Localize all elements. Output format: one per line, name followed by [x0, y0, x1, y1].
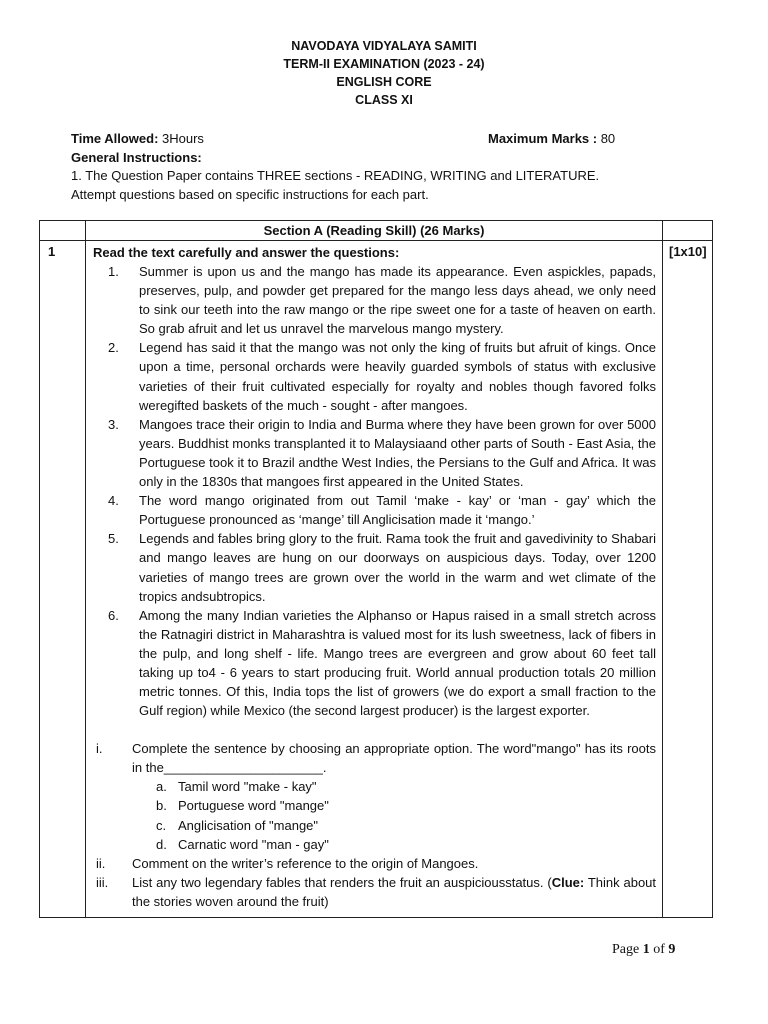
instruction-2: Attempt questions based on specific instructions for each part.: [71, 187, 429, 202]
sub-question: ii. Comment on the writer’s reference to the origin of Mangoes.: [96, 856, 479, 872]
time-label: Time Allowed:: [71, 131, 159, 146]
question-heading: Read the text carefully and answer the questions:: [93, 245, 400, 260]
organization-name: NAVODAYA VIDYALAYA SAMITI: [291, 39, 477, 53]
answer-option: c. Anglicisation of "mange": [156, 817, 319, 833]
time-value: 3Hours: [158, 131, 204, 146]
instruction-1: 1. The Question Paper contains THREE sections - READING, WRITING and LITERATURE.: [71, 168, 600, 183]
passage-paragraph: 6. Among the many Indian varieties the Alphanso or Hapus raised in a small stretch across the Ratnagiri district in Maharashtra is valued most for its lush sweetness, lack of fibers in the pulp, and long shelf - life. Mango trees are evergreen and grow about 60 feet tall taking up to4 - 6 years to start producing fruit. World annual production totals 20 million metric tonnes. Of this, India tops the list of growers (we do export a small fraction to the Gulf region) while Mexico (the second largest producer) is the largest exporter.: [108, 607, 656, 719]
sub-question: i. Complete the sentence by choosing an appropriate option. The word"mango" has its roots in the______________________. a. Tamil word "make - kay" b. Portuguese word "mange" c. Anglicisation of "mange" d. Carnatic word "man - gay": [132, 739, 656, 854]
answer-option: a. Tamil word "make - kay": [156, 779, 317, 795]
subject-name: ENGLISH CORE: [336, 75, 432, 89]
general-instructions-title: General Instructions:: [71, 150, 202, 165]
passage-paragraph: 1. Summer is upon us and the mango has made its appearance. Even aspickles, papads, preserves, pulp, and powder get prepared for the mango less days ahead, we only need to sink our teeth into the raw mango or the ripe sweet one for a taste of heaven on earth. So grab afruit and let us unravel the marvelous mango mystery.: [108, 264, 656, 337]
exam-title: TERM-II EXAMINATION (2023 - 24): [283, 57, 485, 71]
clue-label: Clue:: [551, 875, 585, 891]
passage-paragraph: 5. Legends and fables bring glory to the fruit. Rama took the fruit and gavedivinity to Shabari and mango leaves are hung on our doorways on auspicious days. Today, over 1200 varieties of mango trees are grown over the world in the warm and wet climate of the tropics andsubtropics.: [108, 531, 656, 604]
passage-paragraph: 3. Mangoes trace their origin to India and Burma where they have been grown for over 5000 years. Buddhist monks transplanted it to Malaysiaand other parts of South - East Asia, the Portuguese took it to Brazil andthe West Indies, the Persians to the Gulf and Africa. It was only in the 1830s that mangoes first appeared in the United States.: [108, 416, 656, 490]
passage-paragraph: 2. Legend has said it that the mango was not only the king of fruits but afruit of kings. Once upon a time, personal orchards were heavily guarded symbols of status with exclusive varieties of their fruit cultivated especially for royalty and nobles though favored folks weregifted baskets of the much - sought - after mangoes.: [108, 340, 656, 413]
page-number: Page 1 of 9: [612, 942, 676, 957]
class-name: CLASS XI: [355, 93, 413, 107]
sub-questions: [93, 739, 656, 911]
marks-value: 80: [597, 131, 616, 146]
answer-option: d. Carnatic word "man - gay": [156, 836, 329, 852]
time-allowed: [71, 131, 204, 146]
marks-label: Maximum Marks :: [488, 131, 598, 146]
sub-question: iii. List any two legendary fables that renders the fruit an auspiciousstatus. (Clue: Think about the stories woven around the fruit): [96, 875, 657, 910]
question-number: 1: [40, 241, 86, 918]
passage-paragraph: 4. The word mango originated from out Tamil ‘make - kay’ or ‘man - gay’ which the Portuguese pronounced as ‘mange’ till Anglicisation made it ‘mango.’: [108, 493, 656, 528]
question-row: [40, 241, 713, 918]
exam-header: [0, 37, 768, 109]
question-marks: [1x10]: [663, 241, 713, 918]
section-title: Section A (Reading Skill) (26 Marks): [86, 221, 663, 241]
answer-options: [132, 777, 656, 854]
passage: [93, 262, 656, 720]
question-content: [86, 241, 663, 918]
maximum-marks: [488, 131, 615, 146]
answer-option: b. Portuguese word "mange": [156, 798, 329, 814]
section-header-row: [40, 221, 713, 241]
question-table: [39, 220, 713, 918]
